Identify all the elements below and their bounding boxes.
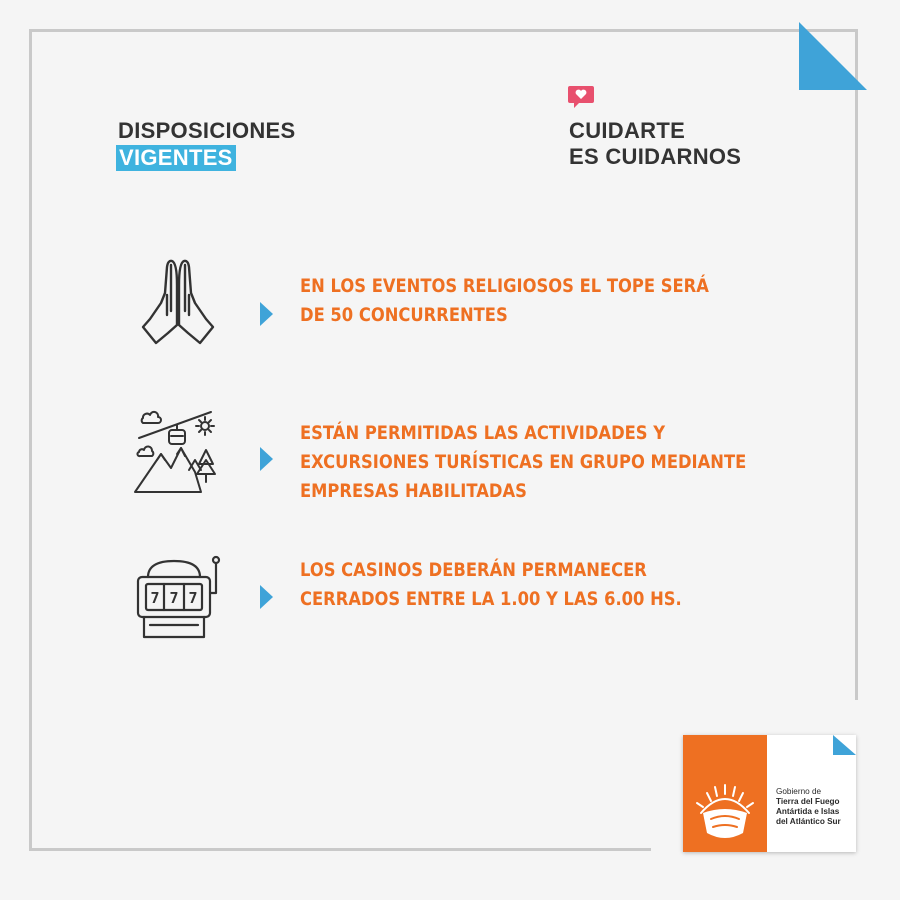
bullet-arrow-icon <box>260 585 273 609</box>
slot-machine-icon <box>134 553 222 639</box>
logo-corner-triangle <box>833 735 856 755</box>
frame-border-top <box>29 29 857 32</box>
item-text-line: ESTÁN PERMITIDAS LAS ACTIVIDADES Y <box>300 422 666 444</box>
logo-line: Gobierno de <box>776 787 822 796</box>
logo-line: Antártida e Islas <box>776 807 840 816</box>
heart-chat-icon <box>567 84 595 110</box>
svg-text:7: 7 <box>150 589 160 607</box>
item-text-line: LOS CASINOS DEBERÁN PERMANECER <box>300 559 647 581</box>
frame-border-left <box>29 29 32 851</box>
logo-line: Tierra del Fuego <box>776 797 840 806</box>
header-left-title <box>118 118 296 171</box>
item-text-line: EMPRESAS HABILITADAS <box>300 480 527 502</box>
item-text-religious-events <box>300 272 709 330</box>
bullet-arrow-icon <box>260 447 273 471</box>
logo-line: del Atlántico Sur <box>776 817 841 826</box>
header-right-title-line2: ES CUIDARNOS <box>569 144 742 169</box>
header-right-title-line1: CUIDARTE <box>569 118 686 143</box>
frame-border-bottom <box>29 848 651 851</box>
praying-hands-icon <box>138 255 218 347</box>
header-right-title <box>569 118 741 170</box>
province-emblem-icon <box>693 783 757 843</box>
item-text-line: CERRADOS ENTRE LA 1.00 Y LAS 6.00 HS. <box>300 588 682 610</box>
header-left-title-line1: DISPOSICIONES <box>118 118 296 143</box>
header-left-title-highlight: VIGENTES <box>116 145 236 171</box>
item-text-casinos <box>300 556 682 614</box>
frame-border-right <box>855 29 858 700</box>
corner-triangle-decoration <box>799 22 867 90</box>
item-text-line: DE 50 CONCURRENTES <box>300 304 508 326</box>
svg-text:7: 7 <box>169 589 179 607</box>
item-text-line: EXCURSIONES TURÍSTICAS EN GRUPO MEDIANTE <box>300 451 747 473</box>
bullet-arrow-icon <box>260 302 273 326</box>
mountain-cable-car-icon <box>133 406 219 496</box>
item-text-line: EN LOS EVENTOS RELIGIOSOS EL TOPE SERÁ <box>300 275 709 297</box>
logo-text <box>776 787 841 827</box>
svg-text:7: 7 <box>188 589 198 607</box>
government-logo-card <box>683 735 856 852</box>
item-text-tourism-activities <box>300 419 746 506</box>
